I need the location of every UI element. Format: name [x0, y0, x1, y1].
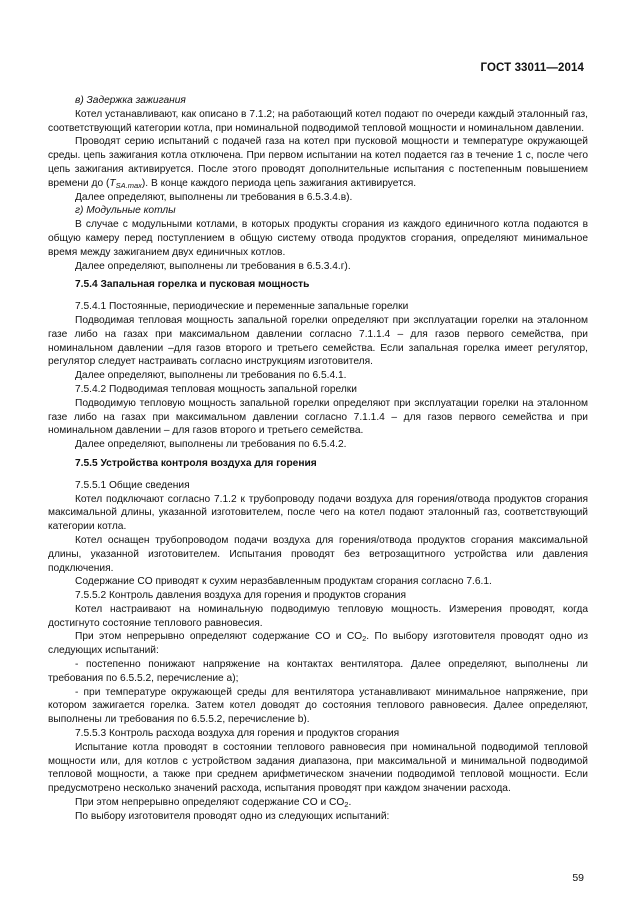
paragraph-co2: При этом непрерывно определяют содержание CO и $CO_2$. — [75, 797, 352, 810]
paragraph: Котел настраивают на номинальную подводимую тепловую мощность. Измерения проводят, когда достигнуто состояние теплового равновесия. — [48, 603, 588, 629]
paragraph: Далее определяют, выполнены ли требования в 6.5.3.4.г). — [75, 260, 351, 272]
item-ignition-delay-heading: в) Задержка зажигания — [75, 95, 186, 106]
page-number: 59 — [572, 872, 584, 884]
paragraph: Котел подключают согласно 7.1.2 к трубопроводу подачи воздуха для горения/отвода продуктов сгорания максимальной длины, указанной изготовителем, после чего на котел подают эталонный газ, соответствующий категории котла. — [48, 493, 588, 533]
paragraph: Котел оснащен трубопроводом подачи воздуха для горения/отвода продуктов сгорания максимальной длины, указанной изготовителем. Испытания проводят без ветрозащитного устройства или давления подключения. — [48, 534, 588, 574]
paragraph: Далее определяют, выполнены ли требования по 6.5.4.1. — [75, 370, 347, 382]
paragraph: Испытание котла проводят в состоянии теплового равновесия при номинальной подводимой тепловой мощности или, для котлов с устройством задания диапазона, при максимальной и минимальной подводимой тепловой мощности, а также при среднем арифметическом значении подводимой тепловой мощности. Если предусмотрено несколько значений расхода, испытания проводят при каждом значении расхода. — [48, 741, 588, 795]
item-modular-boilers-heading: г) Модульные котлы — [75, 205, 176, 217]
subsection-heading: 7.5.5.1 Общие сведения — [75, 479, 190, 491]
paragraph: Содержание CO приводят к сухим неразбавленным продуктам сгорания согласно 7.6.1. — [75, 576, 492, 588]
paragraph-co2: При этом непрерывно определяют содержание CO и $CO_2$. По выбору изготовителя проводят одно из следующих испытаний: — [48, 631, 588, 657]
subsection-heading: 7.5.5.3 Контроль расхода воздуха для горения и продуктов сгорания — [75, 728, 400, 740]
subsection-heading: 7.5.5.2 Контроль давления воздуха для горения и продуктов сгорания — [75, 590, 406, 602]
subsection-heading: 7.5.4.2 Подводимая тепловая мощность запальной горелки — [75, 383, 357, 395]
paragraph: Котел устанавливают, как описано в 7.1.2; на работающий котел подают по очереди каждый эталонный газ, соответствующий категории котла, при номинальной подводимой тепловой мощности и номинальном давлении. — [48, 108, 588, 134]
paragraph: Подводимая тепловая мощность запальной горелки определяют при эксплуатации горелки на эталонном газе либо на газах при максимальном давлении согласно 7.1.1.4 – для газов первого семейства, при номинальном давлении –для газов второго и третьего семейства. Если запальная горелка имеет регулятор, регулятор следует настраивать согласно инструкциям изготовителя. — [48, 314, 588, 368]
subsection-heading: 7.5.4.1 Постоянные, периодические и переменные запальные горелки — [75, 301, 409, 313]
document-code-header: ГОСТ 33011—2014 — [480, 62, 584, 74]
list-item: - при температуре окружающей среды для вентилятора устанавливают минимальное напряжение, при котором зажигается горелка. Затем котел доводят до состояния теплового равновесия. Далее определяют, выполнены ли требования по 6.5.5.2, перечисление b). — [48, 686, 588, 726]
paragraph: Подводимую тепловую мощность запальной горелки определяют при эксплуатации горелки на эталонном газе либо на газах при максимальном давлении согласно 7.1.1.4 – для газов первого семейства и при номинальном давлении – для газов второго и третьего семейства. — [48, 397, 588, 437]
list-item: - постепенно понижают напряжение на контактах вентилятора. Далее определяют, выполнены ли требования по 6.5.5.2, перечисление а); — [48, 659, 588, 684]
paragraph: По выбору изготовителя проводят одно из следующих испытаний: — [75, 810, 390, 822]
section-heading-7-5-5: 7.5.5 Устройства контроля воздуха для горения — [75, 457, 317, 469]
paragraph: В случае с модульными котлами, в которых продукты сгорания из каждого единичного котла подаются в общую камеру перед поступлением в общую систему отвода продуктов сгорания, определяют минимальное время между зажиганием двух единичных котлов. — [48, 219, 588, 258]
paragraph: Далее определяют, выполнены ли требования в 6.5.3.4.в). — [75, 191, 353, 203]
paragraph: Далее определяют, выполнены ли требования по 6.5.4.2. — [75, 439, 347, 451]
paragraph-ignition-test: Проводят серию испытаний с подачей газа на котел при пусковой мощности и температуре окружающей среды. цепь зажигания котла отключена. При первом испытании на котел подается газ в течение 1 с, после чего цепь зажигания активируется. После этого проводят дополнительные испытания с постепенным повышением времени до $(T_{SA.max})$. В конце каждого периода цепь зажигания активируется. — [48, 136, 588, 190]
section-heading-7-5-4: 7.5.4 Запальная горелка и пусковая мощность — [75, 279, 310, 291]
page-body — [48, 94, 588, 824]
